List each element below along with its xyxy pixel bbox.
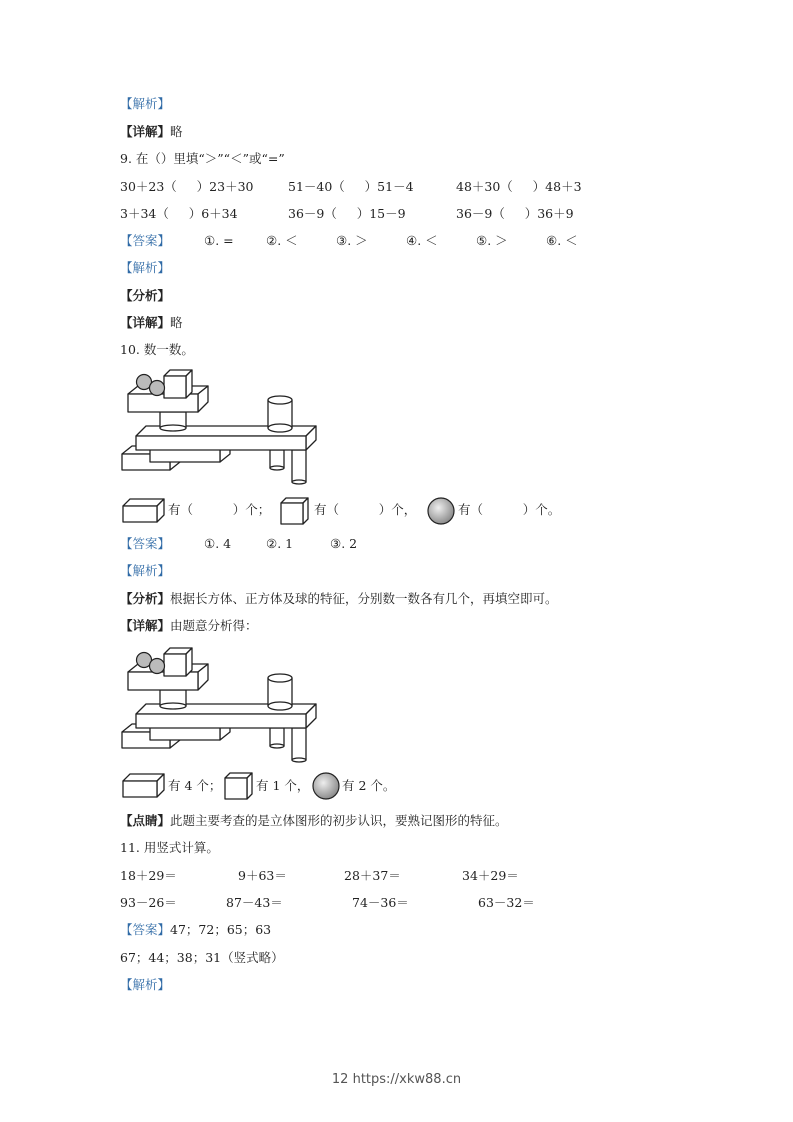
cuboid-icon (122, 773, 166, 799)
q10-answer: ③. 2 (330, 536, 358, 551)
q11-item: 63－32＝ (478, 895, 535, 910)
q9-answer: ③. ＞ (336, 233, 368, 248)
q11-answer-row (120, 922, 271, 938)
q10-jiexi-label: 【解析】 (120, 563, 171, 578)
q9-item: 48＋30（ ）48＋3 (456, 179, 582, 194)
xiangjie-label: 【详解】 (120, 315, 171, 330)
q11-item: 74－36＝ (352, 895, 409, 910)
q10-title: 10. 数一数。 (120, 342, 194, 357)
q9-item: 30＋23（ ）23＋30 (120, 179, 254, 194)
xiangjie-label: 【详解】 (120, 124, 171, 139)
q11-answer-line2: 67；44；38；31（竖式略） (120, 950, 284, 965)
dianjing-label: 【点睛】 (120, 813, 171, 828)
q10-xiangjie-row (120, 618, 258, 634)
q11-item: 87－43＝ (226, 895, 283, 910)
result-cube: 有 1 个， (256, 778, 310, 793)
q9-answer-label: 【答案】 (120, 233, 171, 248)
q9-jiexi-label: 【解析】 (120, 260, 171, 275)
q9-answer: ⑥. ＜ (546, 233, 578, 248)
xiangjie-text: 由题意分析得： (170, 618, 258, 633)
q11-title: 11. 用竖式计算。 (120, 840, 219, 855)
q9-answer: ①. = (204, 233, 234, 248)
dianjing-text: 此题主要考查的是立体图形的初步认识，要熟记图形的特征。 (170, 813, 508, 828)
blank-sphere: 有（ ）个。 (458, 502, 561, 517)
cube-icon (224, 772, 254, 800)
q10-answer-label: 【答案】 (120, 536, 171, 551)
result-cuboid: 有 4 个； (168, 778, 222, 793)
q11-item: 9＋63＝ (238, 868, 287, 883)
q10-answer: ②. 1 (266, 536, 294, 551)
xiangjie-text: 略 (170, 124, 183, 139)
q9-answer: ⑤. ＞ (476, 233, 508, 248)
q9-item: 36－9（ ）36＋9 (456, 206, 574, 221)
cuboid-icon (122, 498, 166, 524)
answer-label: 【答案】 (120, 922, 171, 937)
xiangjie-row (120, 124, 183, 140)
sphere-icon (311, 772, 341, 802)
sphere-icon (426, 497, 456, 527)
q10-dianjing-row (120, 813, 508, 829)
q11-item: 28＋37＝ (344, 868, 401, 883)
blank-cuboid: 有（ ）个； (168, 502, 271, 517)
fenxi-text: 根据长方体、正方体及球的特征，分别数一数各有几个，再填空即可。 (170, 591, 558, 606)
solids-figure-solution (120, 644, 320, 764)
q9-answer: ④. ＜ (406, 233, 438, 248)
q9-title: 9. 在（）里填“＞”“＜”或“=” (120, 151, 285, 166)
xiangjie-text: 略 (170, 315, 183, 330)
q10-blank-row (120, 497, 600, 527)
q11-item: 93－26＝ (120, 895, 177, 910)
q11-item: 18＋29＝ (120, 868, 177, 883)
fenxi-label: 【分析】 (120, 591, 171, 606)
q9-xiangjie-row (120, 315, 183, 331)
q9-item: 3＋34（ ）6＋34 (120, 206, 238, 221)
q10-fenxi-row (120, 591, 558, 607)
q9-item: 51－40（ ）51－4 (288, 179, 414, 194)
xiangjie-label: 【详解】 (120, 618, 171, 633)
q10-answer: ①. 4 (204, 536, 232, 551)
result-sphere: 有 2 个。 (342, 778, 396, 793)
q10-result-row (120, 772, 520, 802)
jiexi-label: 【解析】 (120, 96, 171, 111)
cube-icon (280, 497, 310, 525)
solids-figure (120, 366, 320, 486)
page-footer: 12 https://xkw88.cn (331, 1072, 462, 1087)
q11-item: 34＋29＝ (462, 868, 519, 883)
q9-item: 36－9（ ）15－9 (288, 206, 406, 221)
q9-fenxi-label: 【分析】 (120, 288, 171, 303)
q11-answer-line1: 47；72；65；63 (170, 922, 272, 937)
q11-jiexi-label: 【解析】 (120, 977, 171, 992)
blank-cube: 有（ ）个， (314, 502, 417, 517)
q9-answer: ②. ＜ (266, 233, 298, 248)
